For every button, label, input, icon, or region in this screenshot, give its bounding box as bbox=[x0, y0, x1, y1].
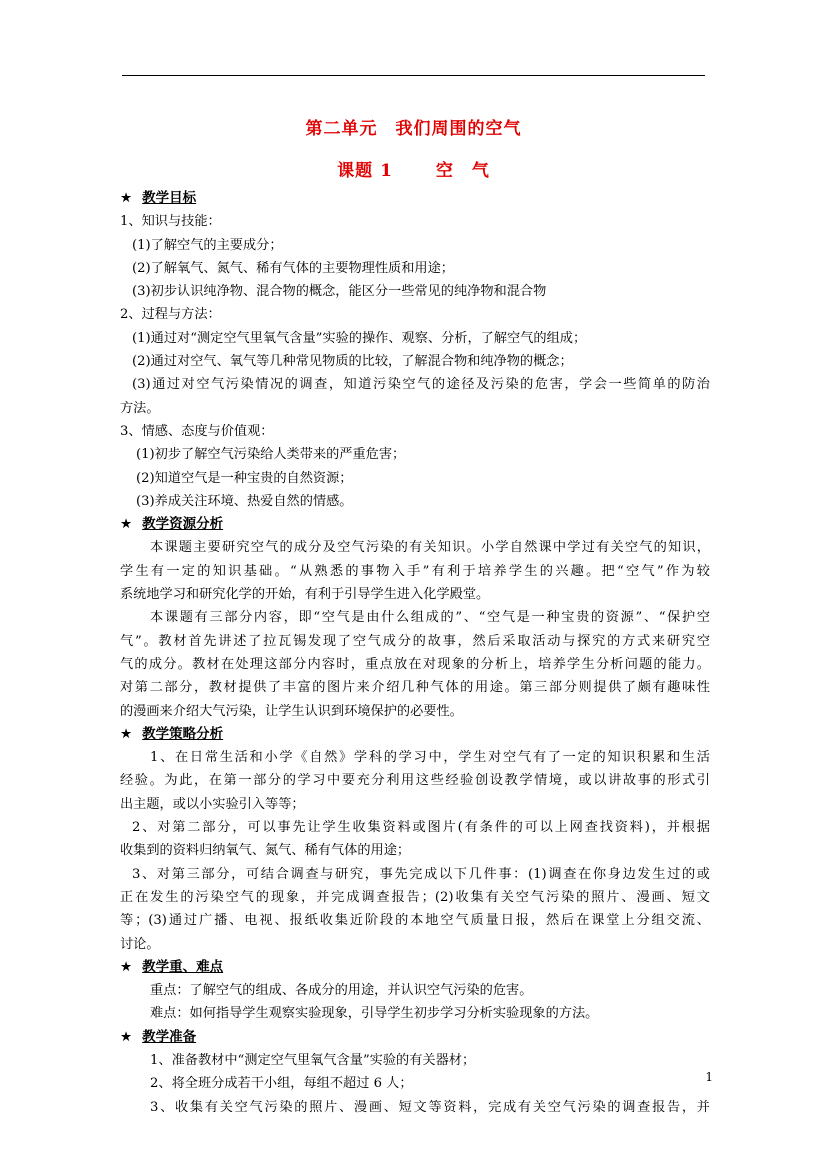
unit-title: 第二单元 我们周围的空气 bbox=[305, 119, 522, 139]
text-line: (2)知道空气是一种宝贵的自然资源； bbox=[136, 470, 353, 486]
text-line: 气”。教材首先讲述了拉瓦锡发现了空气成分的故事，然后采取活动与探究的方式来研究空 bbox=[120, 633, 710, 649]
text-line: 1、在日常生活和小学《自然》学科的学习中，学生对空气有了一定的知识积累和生活 bbox=[150, 750, 710, 766]
text-line: 2、将全班分成若干小组，每组不超过 6 人； bbox=[150, 1076, 413, 1092]
text-line: 正在发生的污染空气的现象，并完成调查报告；(2)收集有关空气污染的照片、漫画、短文 bbox=[120, 889, 710, 905]
text-line: 难点：如何指导学生观察实验现象，引导学生初步学习分析实验现象的方法。 bbox=[150, 1006, 599, 1022]
text-line: 1、知识与技能： bbox=[120, 214, 221, 230]
section-heading bbox=[120, 513, 710, 536]
text-line: (1)初步了解空气污染给人类带来的严重危害； bbox=[136, 447, 406, 463]
text-line: 1、准备教材中“测定空气里氧气含量”实验的有关器材； bbox=[150, 1052, 476, 1068]
text-line: (1)通过对“测定空气里氧气含量”实验的操作、观察、分析，了解空气的组成； bbox=[132, 330, 587, 346]
star-icon: ★ bbox=[120, 190, 133, 206]
text-line: (2)通过对空气、氧气等几种常见物质的比较，了解混合物和纯净物的概念； bbox=[132, 354, 573, 370]
section-heading-text: 教学重、难点 bbox=[142, 958, 224, 975]
header-rule bbox=[122, 75, 705, 76]
text-line: (3)通过对空气污染情况的调查，知道污染空气的途径及污染的危害，学会一些简单的防治 bbox=[132, 377, 710, 393]
section-heading-text: 教学策略分析 bbox=[142, 725, 224, 742]
section-heading-text: 教学准备 bbox=[142, 1028, 197, 1045]
text-line: 2、过程与方法： bbox=[120, 307, 221, 323]
text-line: 3、对第三部分，可结合调查与研究，事先完成以下几件事：(1)调查在你身边发生过的或 bbox=[132, 866, 710, 882]
star-icon: ★ bbox=[120, 958, 133, 975]
text-line: 本课题主要研究空气的成分及空气污染的有关知识。小学自然课中学过有关空气的知识， bbox=[150, 540, 710, 556]
text-line: 方法。 bbox=[120, 400, 160, 416]
text-line: (3)养成关注环境、热爱自然的情感。 bbox=[136, 493, 353, 509]
text-line: 学生有一定的知识基础。“从熟悉的事物入手”有利于培养学生的兴趣。把“空气”作为较 bbox=[120, 563, 710, 579]
lesson-title: 课题 1 空 气 bbox=[337, 161, 490, 181]
section-heading-text: 教学目标 bbox=[142, 190, 197, 206]
section-heading bbox=[120, 956, 710, 979]
text-line: 收集到的资料归纳氧气、氮气、稀有气体的用途； bbox=[120, 843, 411, 859]
text-line: 3、收集有关空气污染的照片、漫画、短文等资料，完成有关空气污染的调查报告，并 bbox=[150, 1099, 710, 1115]
section-heading bbox=[120, 723, 710, 746]
star-icon: ★ bbox=[120, 725, 133, 742]
section-heading-text: 教学资源分析 bbox=[142, 516, 224, 533]
text-line: (1)了解空气的主要成分； bbox=[132, 237, 283, 253]
text-line: (3)初步认识纯净物、混合物的概念，能区分一些常见的纯净物和混合物 bbox=[132, 284, 547, 300]
text-line: 经验。为此，在第一部分的学习中要充分利用这些经验创设教学情境，或以讲故事的形式引 bbox=[120, 773, 710, 789]
text-line: (2)了解氧气、氮气、稀有气体的主要物理性质和用途； bbox=[132, 260, 454, 276]
text-line: 2、对第二部分，可以事先让学生收集资料或图片(有条件的可以上网查找资料)，并根据 bbox=[132, 820, 710, 836]
document-body bbox=[120, 187, 710, 1119]
text-line: 系统地学习和研究化学的开始，有利于引导学生进入化学殿堂。 bbox=[120, 587, 490, 603]
text-line: 重点：了解空气的组成、各成分的用途，并认识空气污染的危害。 bbox=[150, 983, 533, 999]
star-icon: ★ bbox=[120, 516, 133, 533]
text-line: 等；(3)通过广播、电视、报纸收集近阶段的本地空气质量日报，然后在课堂上分组交流、 bbox=[120, 913, 710, 929]
text-line: 出主题，或以小实验引入等等； bbox=[120, 796, 305, 812]
section-heading bbox=[120, 187, 710, 210]
text-line: 对第二部分，教材提供了丰富的图片来介绍几种气体的用途。第三部分则提供了颇有趣味性 bbox=[120, 680, 710, 696]
text-line: 气的成分。教材在处理这部分内容时，重点放在对现象的分析上，培养学生分析问题的能力。 bbox=[120, 656, 710, 672]
star-icon: ★ bbox=[120, 1028, 133, 1045]
page-number: 1 bbox=[705, 1070, 713, 1084]
section-heading bbox=[120, 1026, 710, 1049]
text-line: 本课题有三部分内容，即“空气是由什么组成的”、“空气是一种宝贵的资源”、“保护空 bbox=[150, 610, 710, 626]
text-line: 3、情感、态度与价值观： bbox=[120, 423, 274, 439]
text-line: 讨论。 bbox=[120, 936, 160, 952]
text-line: 的漫画来介绍大气污染，让学生认识到环境保护的必要性。 bbox=[120, 703, 463, 719]
